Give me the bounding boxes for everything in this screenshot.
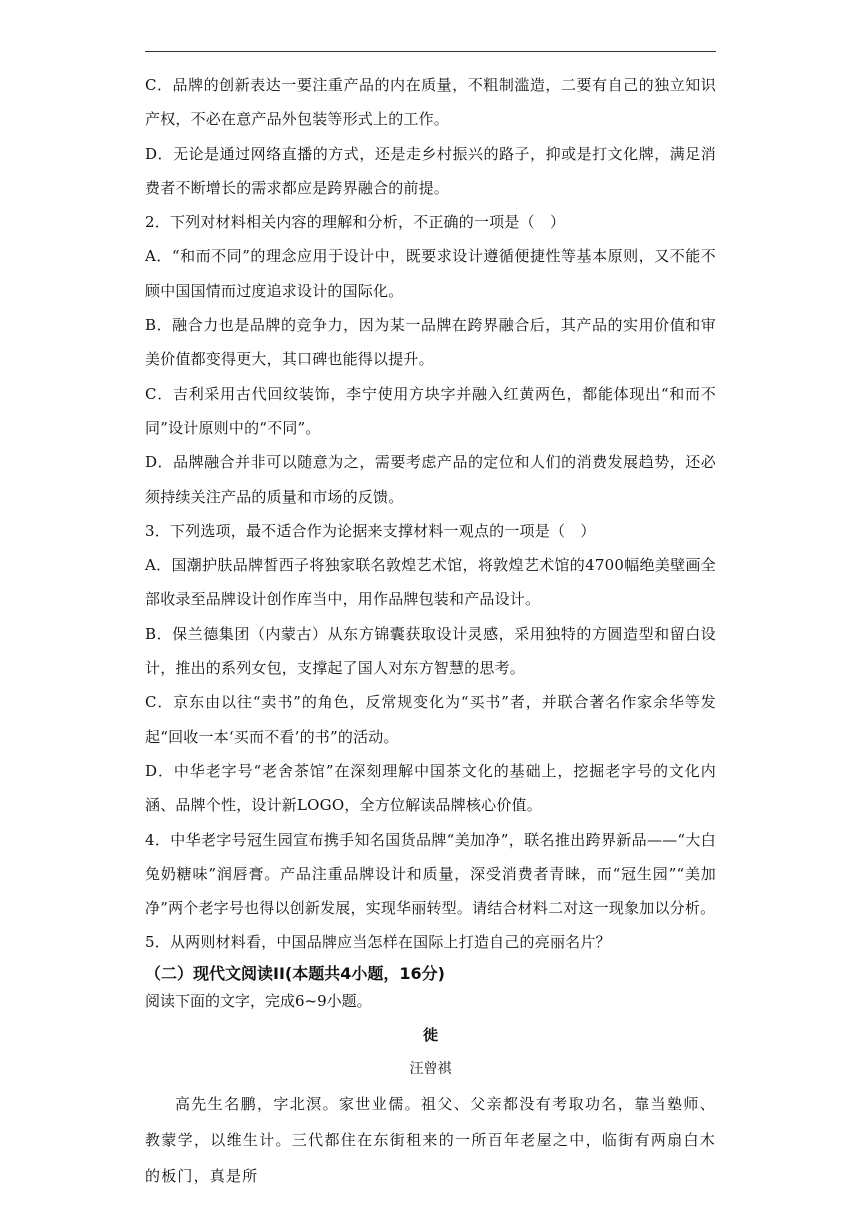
- option-a-q2: A．“和而不同”的理念应用于设计中，既要求设计遵循便捷性等基本原则，又不能不顾中国国情而过度追求设计的国际化。: [145, 247, 716, 300]
- option-c-q2: C．吉利采用古代回纹装饰，李宁使用方块字并融入红黄两色，都能体现出“和而不同”设计原则中的“不同”。: [145, 384, 716, 437]
- content-column: [145, 68, 716, 1194]
- section-heading: （二）现代文阅读II(本题共4小题，16分): [145, 963, 445, 983]
- story-paragraph: 高先生名鹏，字北溟。家世业儒。祖父、父亲都没有考取功名，靠当塾师、教蒙学，以维生计。三代都住在东街租来的一所百年老屋之中，临街有两扇白木的板门，真是所: [145, 1094, 716, 1185]
- option-c-q3: C．京东由以往“卖书”的角色，反常规变化为“买书”者，并联合著名作家余华等发起“回收一本‘买而不看’的书”的活动。: [145, 693, 716, 746]
- question-5: 5．从两则材料看，中国品牌应当怎样在国际上打造自己的亮丽名片？: [145, 933, 611, 952]
- header-rule: [145, 51, 716, 52]
- option-d-q3: D．中华老字号“老舍茶馆”在深刻理解中国茶文化的基础上，挖掘老字号的文化内涵、品牌个性，设计新LOGO，全方位解读品牌核心价值。: [145, 761, 716, 815]
- question-2: 2．下列对材料相关内容的理解和分析，不正确的一项是（ ）: [145, 213, 566, 232]
- option-d-q1: D．无论是通过网络直播的方式，还是走乡村振兴的路子，抑或是打文化牌，满足消费者不断增长的需求都应是跨界融合的前提。: [145, 144, 716, 197]
- option-c-q1: C．品牌的创新表达一要注重产品的内在质量，不粗制滥造，二要有自己的独立知识产权，不必在意产品外包装等形式上的工作。: [145, 76, 716, 129]
- question-3: 3．下列选项，最不适合作为论据来支撑材料一观点的一项是（ ）: [145, 521, 596, 540]
- reading-instruction: 阅读下面的文字，完成6~9小题。: [145, 991, 372, 1010]
- option-b-q2: B．融合力也是品牌的竞争力，因为某一品牌在跨界融合后，其产品的实用价值和审美价值都变得更大，其口碑也能得以提升。: [145, 316, 716, 369]
- story-author: 汪曾祺: [409, 1060, 452, 1077]
- option-d-q2: D．品牌融合并非可以随意为之，需要考虑产品的定位和人们的消费发展趋势，还必须持续关注产品的质量和市场的反馈。: [145, 453, 716, 506]
- option-b-q3: B．保兰德集团（内蒙古）从东方锦囊获取设计灵感，采用独特的方圆造型和留白设计，推出的系列女包，支撑起了国人对东方智慧的思考。: [145, 624, 716, 678]
- story-title: 徙: [422, 1025, 438, 1044]
- question-4: 4．中华老字号冠生园宣布携手知名国货品牌“美加净”，联名推出跨界新品——“大白兔奶糖味”润唇膏。产品注重品牌设计和质量，深受消费者青睐，而“冠生园”“美加净”两个老字号也得以创新发展，实现华丽转型。请结合材料二对这一现象加以分析。: [145, 830, 716, 918]
- option-a-q3: A．国潮护肤品牌皙西子将独家联名敦煌艺术馆，将敦煌艺术馆的4700幅绝美壁画全部收录至品牌设计创作库当中，用作品牌包装和产品设计。: [145, 556, 716, 609]
